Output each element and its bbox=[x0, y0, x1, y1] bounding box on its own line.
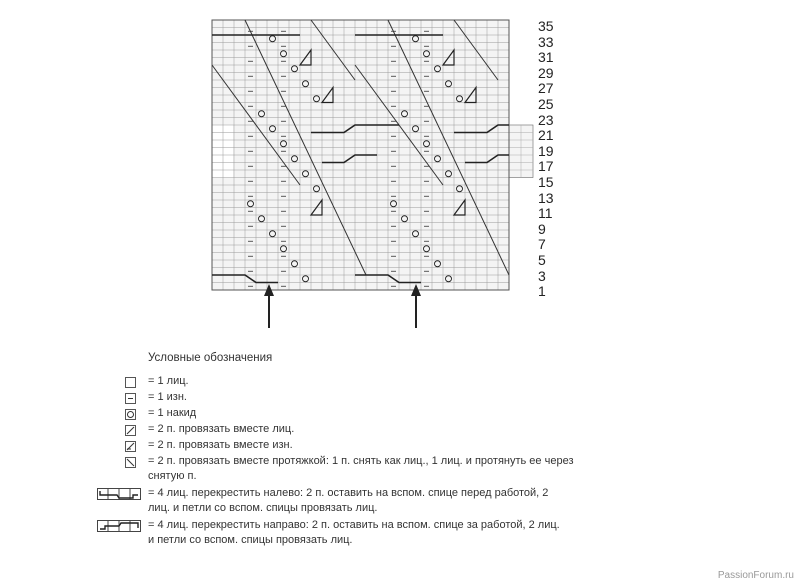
row-number: 7 bbox=[538, 236, 546, 253]
row-number: 15 bbox=[538, 174, 554, 190]
legend-title: Условные обозначения bbox=[148, 352, 273, 364]
row-number: 11 bbox=[538, 205, 553, 222]
row-number: 25 bbox=[538, 96, 554, 112]
row-number: 33 bbox=[538, 33, 554, 50]
row-number: 19 bbox=[538, 142, 554, 159]
start-arrow-icon bbox=[409, 284, 423, 328]
cable-right-icon bbox=[97, 520, 141, 532]
cable-left-icon bbox=[97, 488, 141, 500]
row-number: 27 bbox=[538, 80, 554, 97]
start-arrow-icon bbox=[262, 284, 276, 328]
row-number: 35 bbox=[538, 18, 554, 34]
chart-notch-left bbox=[211, 125, 233, 178]
row-number: 21 bbox=[538, 127, 554, 144]
watermark: PassionForum.ru bbox=[717, 570, 794, 581]
purl-square-icon bbox=[125, 393, 136, 404]
row-number: 9 bbox=[538, 220, 546, 237]
row-number: 3 bbox=[538, 267, 546, 284]
row-number: 1 bbox=[538, 283, 546, 300]
k2tog-icon bbox=[125, 425, 136, 436]
row-number: 17 bbox=[538, 158, 554, 175]
p2tog-icon bbox=[125, 441, 136, 452]
row-number: 31 bbox=[538, 49, 554, 66]
ssk-icon bbox=[125, 457, 136, 468]
row-number: 13 bbox=[538, 189, 554, 206]
row-number: 23 bbox=[538, 111, 554, 128]
yarn-over-icon bbox=[125, 409, 136, 420]
row-number: 5 bbox=[538, 252, 546, 268]
row-number: 29 bbox=[538, 64, 554, 81]
knit-square-icon bbox=[125, 377, 136, 388]
